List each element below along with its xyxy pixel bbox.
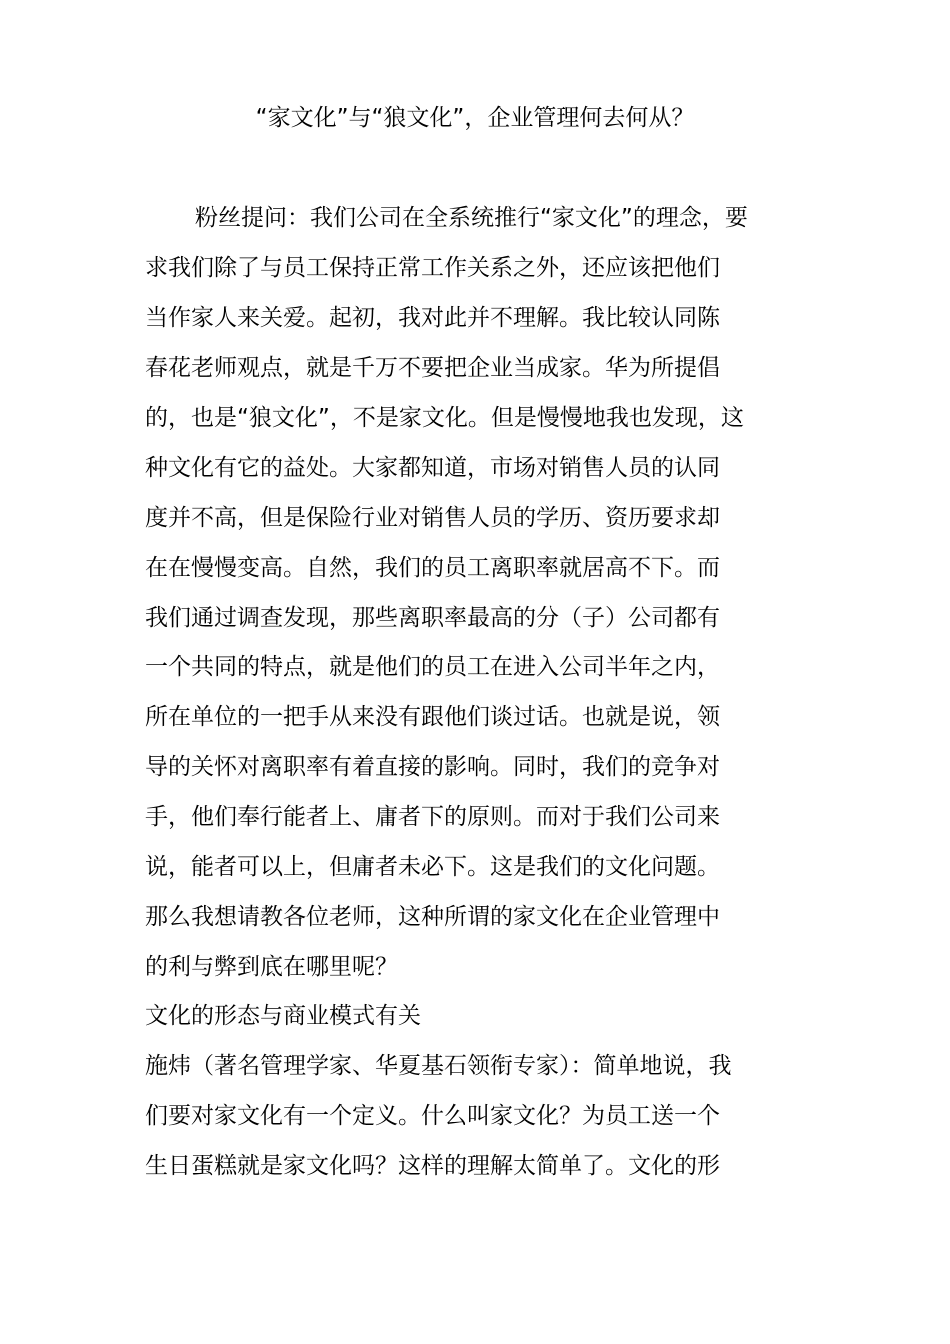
section-heading: 文化的形态与商业模式有关 xyxy=(145,1003,421,1029)
paragraph-line: 那么我想请教各位老师，这种所谓的家文化在企业管理中 xyxy=(145,904,720,930)
paragraph-line: 们要对家文化有一个定义。什么叫家文化？为员工送一个 xyxy=(145,1103,720,1129)
paragraph-line: 度并不高，但是保险行业对销售人员的学历、资历要求却 xyxy=(145,505,720,531)
paragraph-line: 施炜（著名管理学家、华夏基石领衔专家）：简单地说，我 xyxy=(145,1053,732,1079)
paragraph-line: 求我们除了与员工保持正常工作关系之外，还应该把他们 xyxy=(145,255,720,281)
paragraph-line: 手，他们奉行能者上、庸者下的原则。而对于我们公司来 xyxy=(145,804,720,830)
paragraph-line: 春花老师观点，就是千万不要把企业当成家。华为所提倡 xyxy=(145,355,720,381)
paragraph-line: 一个共同的特点，就是他们的员工在进入公司半年之内， xyxy=(145,654,720,680)
paragraph-line: 当作家人来关爱。起初，我对此并不理解。我比较认同陈 xyxy=(145,305,720,331)
paragraph-line: 粉丝提问：我们公司在全系统推行“家文化”的理念，要 xyxy=(195,205,748,231)
paragraph-line: 的利与弊到底在哪里呢？ xyxy=(145,954,398,980)
paragraph-line: 导的关怀对离职率有着直接的影响。同时，我们的竞争对 xyxy=(145,754,720,780)
paragraph-line: 说，能者可以上，但庸者未必下。这是我们的文化问题。 xyxy=(145,854,720,880)
paragraph-line: 种文化有它的益处。大家都知道，市场对销售人员的认同 xyxy=(145,455,720,481)
paragraph-line: 我们通过调查发现，那些离职率最高的分（子）公司都有 xyxy=(145,605,720,631)
paragraph-line: 所在单位的一把手从来没有跟他们谈过话。也就是说，领 xyxy=(145,704,720,730)
document-title: “家文化”与“狼文化”，企业管理何去何从？ xyxy=(255,105,695,131)
paragraph-line: 的，也是“狼文化”，不是家文化。但是慢慢地我也发现，这 xyxy=(145,405,744,431)
paragraph-line: 生日蛋糕就是家文化吗？这样的理解太简单了。文化的形 xyxy=(145,1153,720,1179)
paragraph-line: 在在慢慢变高。自然，我们的员工离职率就居高不下。而 xyxy=(145,555,720,581)
